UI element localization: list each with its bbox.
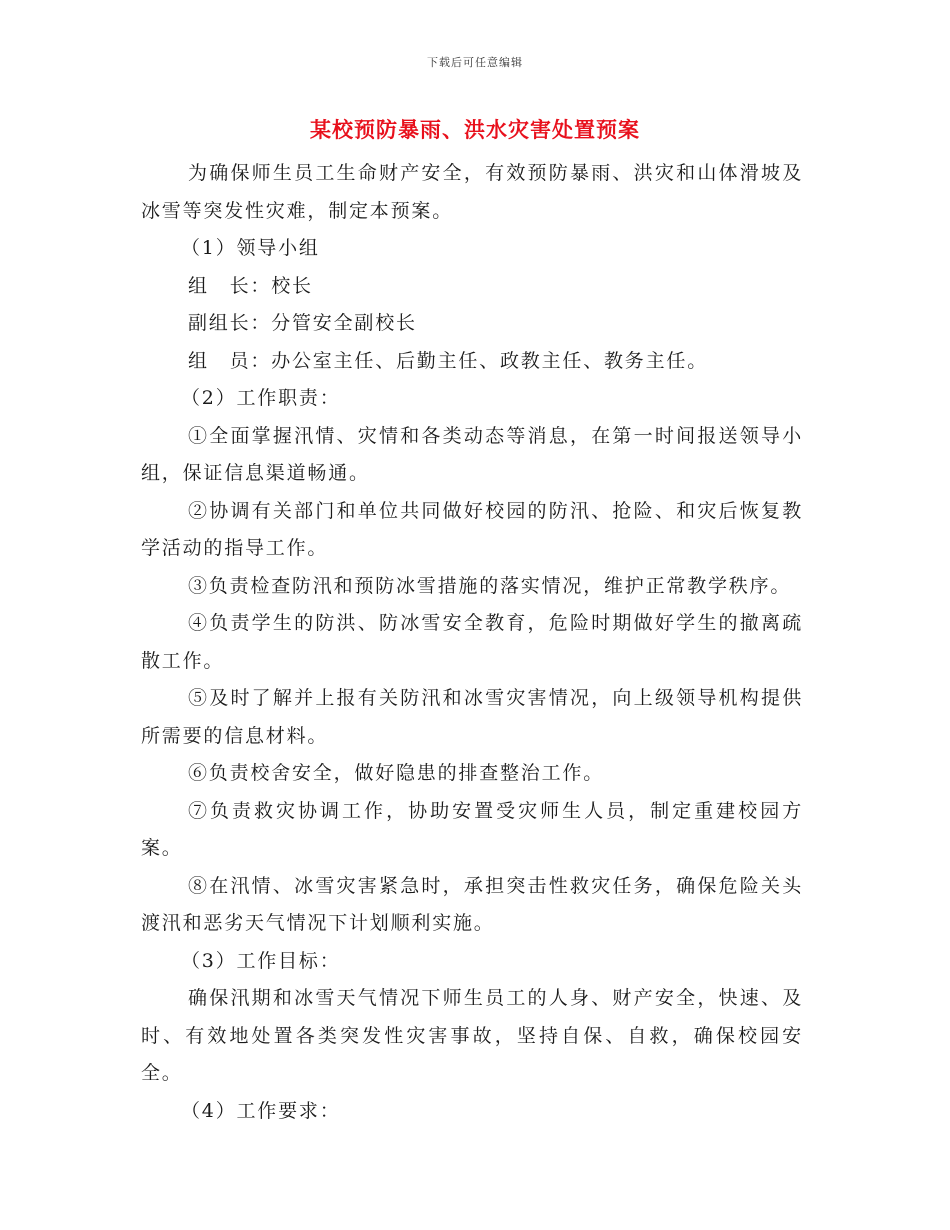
duty-item: ⑧在汛情、冰雪灾害紧急时，承担突击性救灾任务，确保危险关头渡汛和恶劣天气情况下计划顺利实施。 [141,874,803,934]
section-heading-duties: （2）工作职责： [181,387,341,409]
duty-item: ③负责检查防汛和预防冰雪措施的落实情况，维护正常教学秩序。 [188,574,792,597]
duty-item: ④负责学生的防洪、防冰雪安全教育，危险时期做好学生的撤离疏散工作。 [141,612,803,672]
deputy-leader-line: 副组长：分管安全副校长 [188,312,417,334]
section-heading-leadership: （1）领导小组 [181,237,320,259]
leader-line: 组 长：校长 [188,274,313,297]
goals-paragraph: 确保汛期和冰雪天气情况下师生员工的人身、财产安全，快速、及时、有效地处置各类突发性灾害事故，坚持自保、自救，确保校园安全。 [141,987,803,1084]
document-title: 某校预防暴雨、洪水灾害处置预案 [310,117,640,142]
section-heading-goals: （3）工作目标： [181,949,341,972]
duty-item: ⑥负责校舍安全，做好隐患的排查整治工作。 [188,762,605,784]
document-body [141,155,803,1130]
duty-item: ①全面掌握汛情、灾情和各类动态等消息，在第一时间报送领导小组，保证信息渠道畅通。 [141,424,803,484]
duty-item: ⑦负责救灾协调工作，协助安置受灾师生人员，制定重建校园方案。 [141,799,803,859]
duty-item: ②协调有关部门和单位共同做好校园的防汛、抢险、和灾后恢复教学活动的指导工作。 [141,499,803,559]
duty-item: ⑤及时了解并上报有关防汛和冰雪灾害情况，向上级领导机构提供所需要的信息材料。 [141,687,803,747]
header-note: 下载后可任意编辑 [427,56,523,69]
section-heading-requirements: （4）工作要求： [181,1099,341,1122]
intro-paragraph: 为确保师生员工生命财产安全，有效预防暴雨、洪灾和山体滑坡及冰雪等突发性灾难，制定本预案。 [141,162,803,222]
members-line: 组 员：办公室主任、后勤主任、政教主任、教务主任。 [188,349,709,372]
